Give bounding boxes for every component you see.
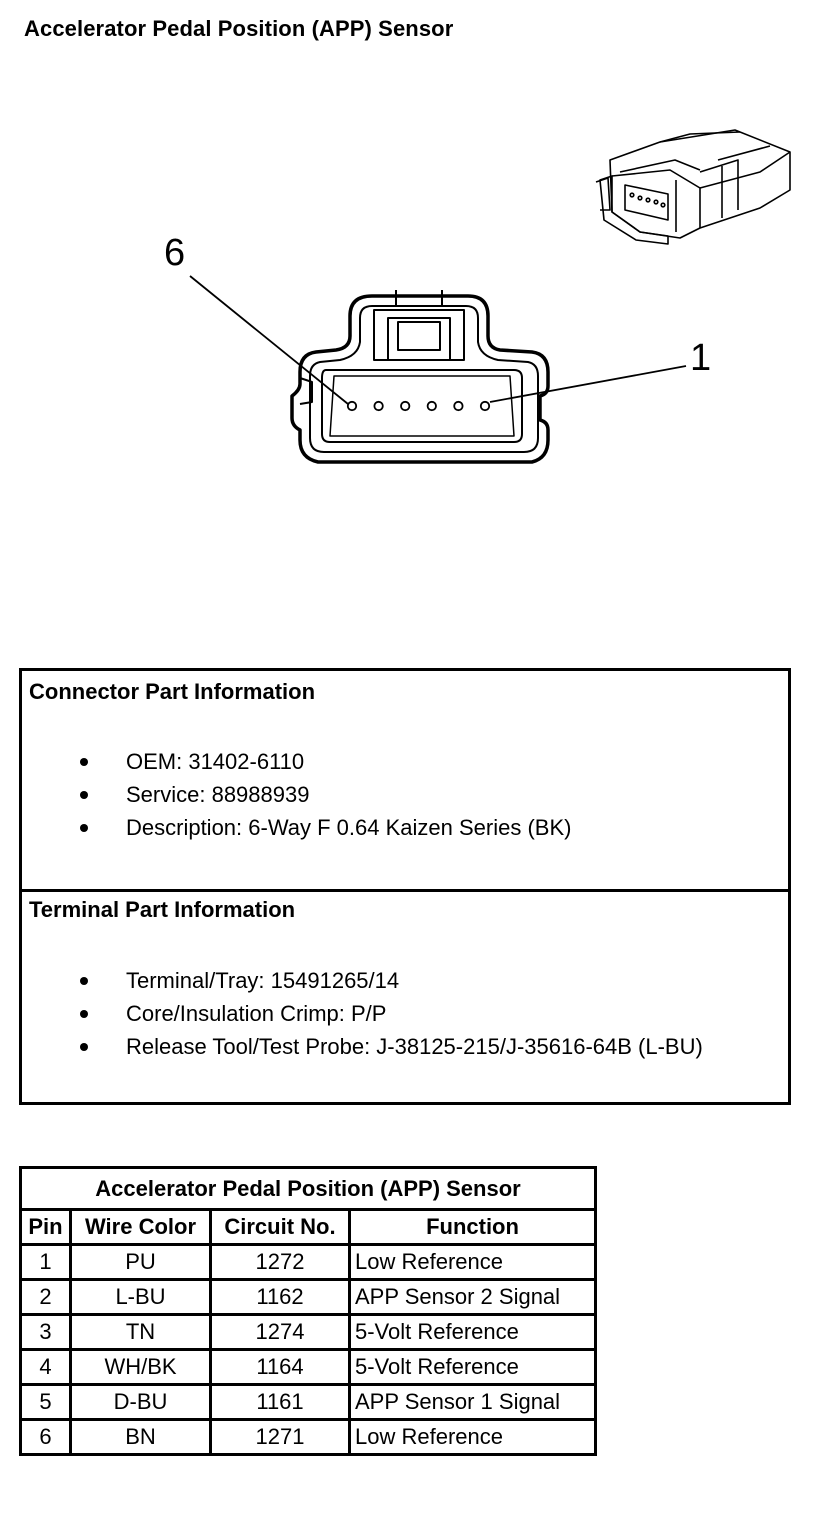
cell-circuit-no: 1271 [211,1420,350,1455]
cell-pin: 3 [21,1315,71,1350]
pinout-table [19,1166,597,1456]
bullet-icon [80,791,88,799]
connector-part-info-heading: Connector Part Information [29,679,316,704]
list-item [22,1030,703,1063]
callout-label-pin-6: 6 [164,232,186,274]
terminal-part-info-list [22,964,703,1063]
cell-wire-color: D-BU [71,1385,211,1420]
callout-line-pin-6 [190,276,348,404]
cell-circuit-no: 1162 [211,1280,350,1315]
terminal-release-tool: Release Tool/Test Probe: J-38125-215/J-35616-64B (L-BU) [126,1034,703,1059]
list-item [22,964,703,997]
terminal-tray: Terminal/Tray: 15491265/14 [126,968,400,993]
table-row [21,1420,596,1455]
pin-hole-1 [481,402,489,410]
list-item [22,778,571,811]
callout-label-pin-1: 1 [690,337,712,379]
list-item [22,745,571,778]
bullet-icon [80,824,88,832]
connector-part-info-list [22,745,571,844]
table-row [21,1385,596,1420]
cell-pin: 6 [21,1420,71,1455]
cell-function: 5-Volt Reference [350,1315,596,1350]
list-item [22,997,703,1030]
cell-function: APP Sensor 1 Signal [350,1385,596,1420]
pin-hole-6 [348,402,356,410]
cell-circuit-no: 1164 [211,1350,350,1385]
pin-hole-3 [428,402,436,410]
column-header-function: Function [350,1210,596,1245]
connector-service: Service: 88988939 [126,782,310,807]
pin-row [348,402,489,410]
table-row [21,1350,596,1385]
pin-hole-4 [401,402,409,410]
pin-hole-5 [374,402,382,410]
cell-wire-color: L-BU [71,1280,211,1315]
bullet-icon [80,1010,88,1018]
bullet-icon [80,977,88,985]
list-item [22,811,571,844]
cell-wire-color: BN [71,1420,211,1455]
table-header-row [21,1210,596,1245]
connector-face [292,290,548,462]
bullet-icon [80,1043,88,1051]
cell-circuit-no: 1274 [211,1315,350,1350]
table-row [21,1245,596,1280]
column-header-circuit-no: Circuit No. [211,1210,350,1245]
cell-pin: 5 [21,1385,71,1420]
cell-circuit-no: 1161 [211,1385,350,1420]
table-row [21,1280,596,1315]
terminal-part-info [22,889,788,1102]
bullet-icon [80,758,88,766]
terminal-part-info-heading: Terminal Part Information [29,897,296,922]
cell-function: APP Sensor 2 Signal [350,1280,596,1315]
cell-circuit-no: 1272 [211,1245,350,1280]
cell-pin: 2 [21,1280,71,1315]
pin-hole-2 [454,402,462,410]
table-caption-row [21,1168,596,1210]
cell-function: Low Reference [350,1245,596,1280]
cell-wire-color: WH/BK [71,1350,211,1385]
cell-function: 5-Volt Reference [350,1350,596,1385]
connector-description: Description: 6-Way F 0.64 Kaizen Series (BK) [126,815,572,840]
cell-wire-color: PU [71,1245,211,1280]
cell-pin: 4 [21,1350,71,1385]
part-info-box [19,668,791,1105]
cell-function: Low Reference [350,1420,596,1455]
column-header-wire-color: Wire Color [71,1210,211,1245]
cell-pin: 1 [21,1245,71,1280]
connector-oem: OEM: 31402-6110 [126,749,305,774]
connector-part-info [22,671,788,892]
cell-wire-color: TN [71,1315,211,1350]
connector-diagram [0,60,832,620]
terminal-crimp: Core/Insulation Crimp: P/P [126,1001,387,1026]
column-header-pin: Pin [21,1210,71,1245]
page-title: Accelerator Pedal Position (APP) Sensor [24,16,454,41]
connector-thumbnail-icon [596,130,790,244]
table-caption: Accelerator Pedal Position (APP) Sensor [21,1168,596,1210]
table-row [21,1315,596,1350]
